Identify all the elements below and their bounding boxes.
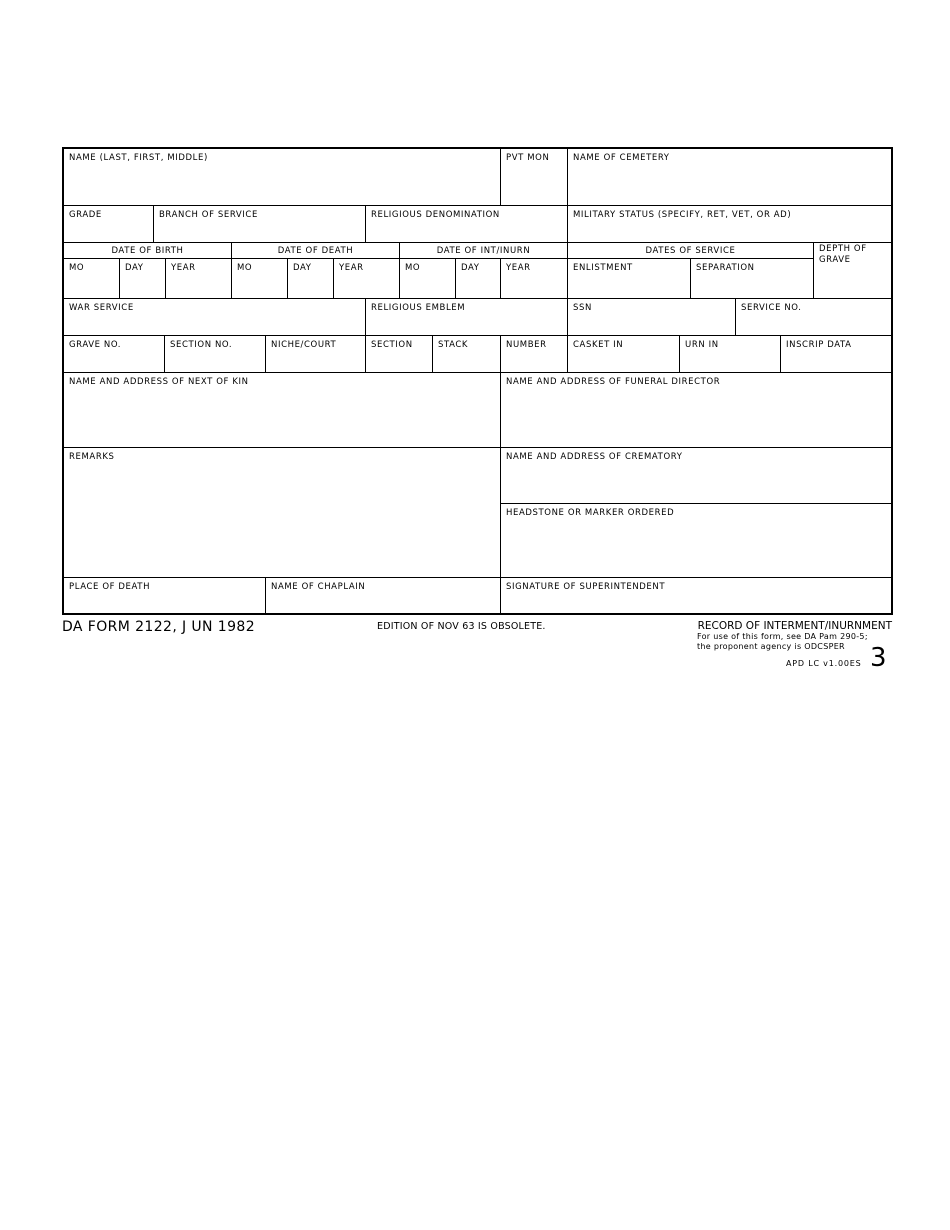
war-service-label: WAR SERVICE (69, 303, 134, 313)
place-of-death-label: PLACE OF DEATH (69, 582, 151, 592)
funeral-director-field[interactable] (501, 373, 893, 448)
usage-note-line1: For use of this form, see DA Pam 290-5; (697, 632, 868, 641)
name-label: NAME (LAST, FIRST, MIDDLE) (69, 153, 208, 163)
signature-field[interactable] (501, 578, 893, 615)
urn-in-field[interactable] (680, 336, 781, 373)
religious-emblem-field[interactable] (366, 299, 568, 336)
section-label: SECTION (371, 340, 413, 350)
section-field[interactable] (366, 336, 433, 373)
form-id: DA FORM 2122, J UN 1982 (62, 619, 255, 635)
service-no-label: SERVICE NO. (741, 303, 802, 313)
remarks-label: REMARKS (69, 452, 115, 462)
date-of-int-header (400, 243, 568, 259)
crematory-field[interactable] (501, 448, 893, 504)
grave-no-field[interactable] (64, 336, 165, 373)
int-year-field[interactable] (501, 259, 568, 299)
mo-label: MO (237, 263, 253, 273)
usage-note (697, 632, 868, 652)
inscrip-data-label: INSCRIP DATA (786, 340, 852, 350)
death-day-field[interactable] (288, 259, 334, 299)
number-field[interactable] (501, 336, 568, 373)
ssn-label: SSN (573, 303, 592, 313)
depth-of-grave-field[interactable] (814, 243, 893, 299)
niche-court-label: NICHE/COURT (271, 340, 337, 350)
place-of-death-field[interactable] (64, 578, 266, 615)
branch-field[interactable] (154, 206, 366, 243)
signature-label: SIGNATURE OF SUPERINTENDENT (506, 582, 666, 592)
inscrip-data-field[interactable] (781, 336, 893, 373)
edition-note: EDITION OF NOV 63 IS OBSOLETE. (377, 621, 546, 632)
date-of-death-header (232, 243, 400, 259)
year-label: YEAR (339, 263, 364, 273)
dates-of-service-header (568, 243, 814, 259)
usage-note-line2: the proponent agency is ODCSPER (697, 642, 845, 651)
form-title: RECORD OF INTERMENT/INURNMENT (697, 620, 892, 632)
niche-court-field[interactable] (266, 336, 366, 373)
death-year-field[interactable] (334, 259, 400, 299)
urn-in-label: URN IN (685, 340, 719, 350)
int-mo-field[interactable] (400, 259, 456, 299)
headstone-label: HEADSTONE OR MARKER ORDERED (506, 508, 675, 518)
date-of-death-label: DATE OF DEATH (277, 246, 354, 256)
section-no-label: SECTION NO. (170, 340, 233, 350)
date-of-birth-label: DATE OF BIRTH (111, 246, 184, 256)
apd-version: APD LC v1.00ES (786, 659, 862, 668)
death-mo-field[interactable] (232, 259, 288, 299)
date-of-int-label: DATE OF INT/INURN (436, 246, 531, 256)
day-label: DAY (461, 263, 480, 273)
ssn-field[interactable] (568, 299, 736, 336)
dates-of-service-label: DATES OF SERVICE (645, 246, 736, 256)
branch-label: BRANCH OF SERVICE (159, 210, 258, 220)
casket-in-field[interactable] (568, 336, 680, 373)
int-day-field[interactable] (456, 259, 501, 299)
birth-day-field[interactable] (120, 259, 166, 299)
religious-emblem-label: RELIGIOUS EMBLEM (371, 303, 466, 313)
enlistment-field[interactable] (568, 259, 691, 299)
casket-in-label: CASKET IN (573, 340, 624, 350)
chaplain-field[interactable] (266, 578, 501, 615)
stack-label: STACK (438, 340, 469, 350)
day-label: DAY (125, 263, 144, 273)
separation-field[interactable] (691, 259, 814, 299)
mo-label: MO (69, 263, 85, 273)
grade-field[interactable] (64, 206, 154, 243)
name-field[interactable] (64, 149, 501, 206)
military-status-field[interactable] (568, 206, 893, 243)
military-status-label: MILITARY STATUS (SPECIFY, RET, VET, OR AD) (573, 210, 792, 220)
birth-year-field[interactable] (166, 259, 232, 299)
next-of-kin-label: NAME AND ADDRESS OF NEXT OF KIN (69, 377, 249, 387)
copy-number: 3 (870, 643, 887, 673)
headstone-field[interactable] (501, 504, 893, 578)
remarks-field[interactable] (64, 448, 501, 578)
denomination-field[interactable] (366, 206, 568, 243)
funeral-director-label: NAME AND ADDRESS OF FUNERAL DIRECTOR (506, 377, 721, 387)
section-no-field[interactable] (165, 336, 266, 373)
enlistment-label: ENLISTMENT (573, 263, 633, 273)
chaplain-label: NAME OF CHAPLAIN (271, 582, 366, 592)
grade-label: GRADE (69, 210, 102, 220)
mo-label: MO (405, 263, 421, 273)
separation-label: SEPARATION (696, 263, 755, 273)
depth-of-grave-label: DEPTH OF GRAVE (819, 244, 867, 265)
interment-record-form (62, 147, 893, 615)
war-service-field[interactable] (64, 299, 366, 336)
pvt-mon-field[interactable] (501, 149, 568, 206)
stack-field[interactable] (433, 336, 501, 373)
number-label: NUMBER (506, 340, 547, 350)
year-label: YEAR (171, 263, 196, 273)
pvt-mon-label: PVT MON (506, 153, 550, 163)
year-label: YEAR (506, 263, 531, 273)
service-no-field[interactable] (736, 299, 893, 336)
cemetery-label: NAME OF CEMETERY (573, 153, 670, 163)
birth-mo-field[interactable] (64, 259, 120, 299)
next-of-kin-field[interactable] (64, 373, 501, 448)
denomination-label: RELIGIOUS DENOMINATION (371, 210, 500, 220)
date-of-birth-header (64, 243, 232, 259)
crematory-label: NAME AND ADDRESS OF CREMATORY (506, 452, 683, 462)
grave-no-label: GRAVE NO. (69, 340, 122, 350)
day-label: DAY (293, 263, 312, 273)
cemetery-field[interactable] (568, 149, 893, 206)
